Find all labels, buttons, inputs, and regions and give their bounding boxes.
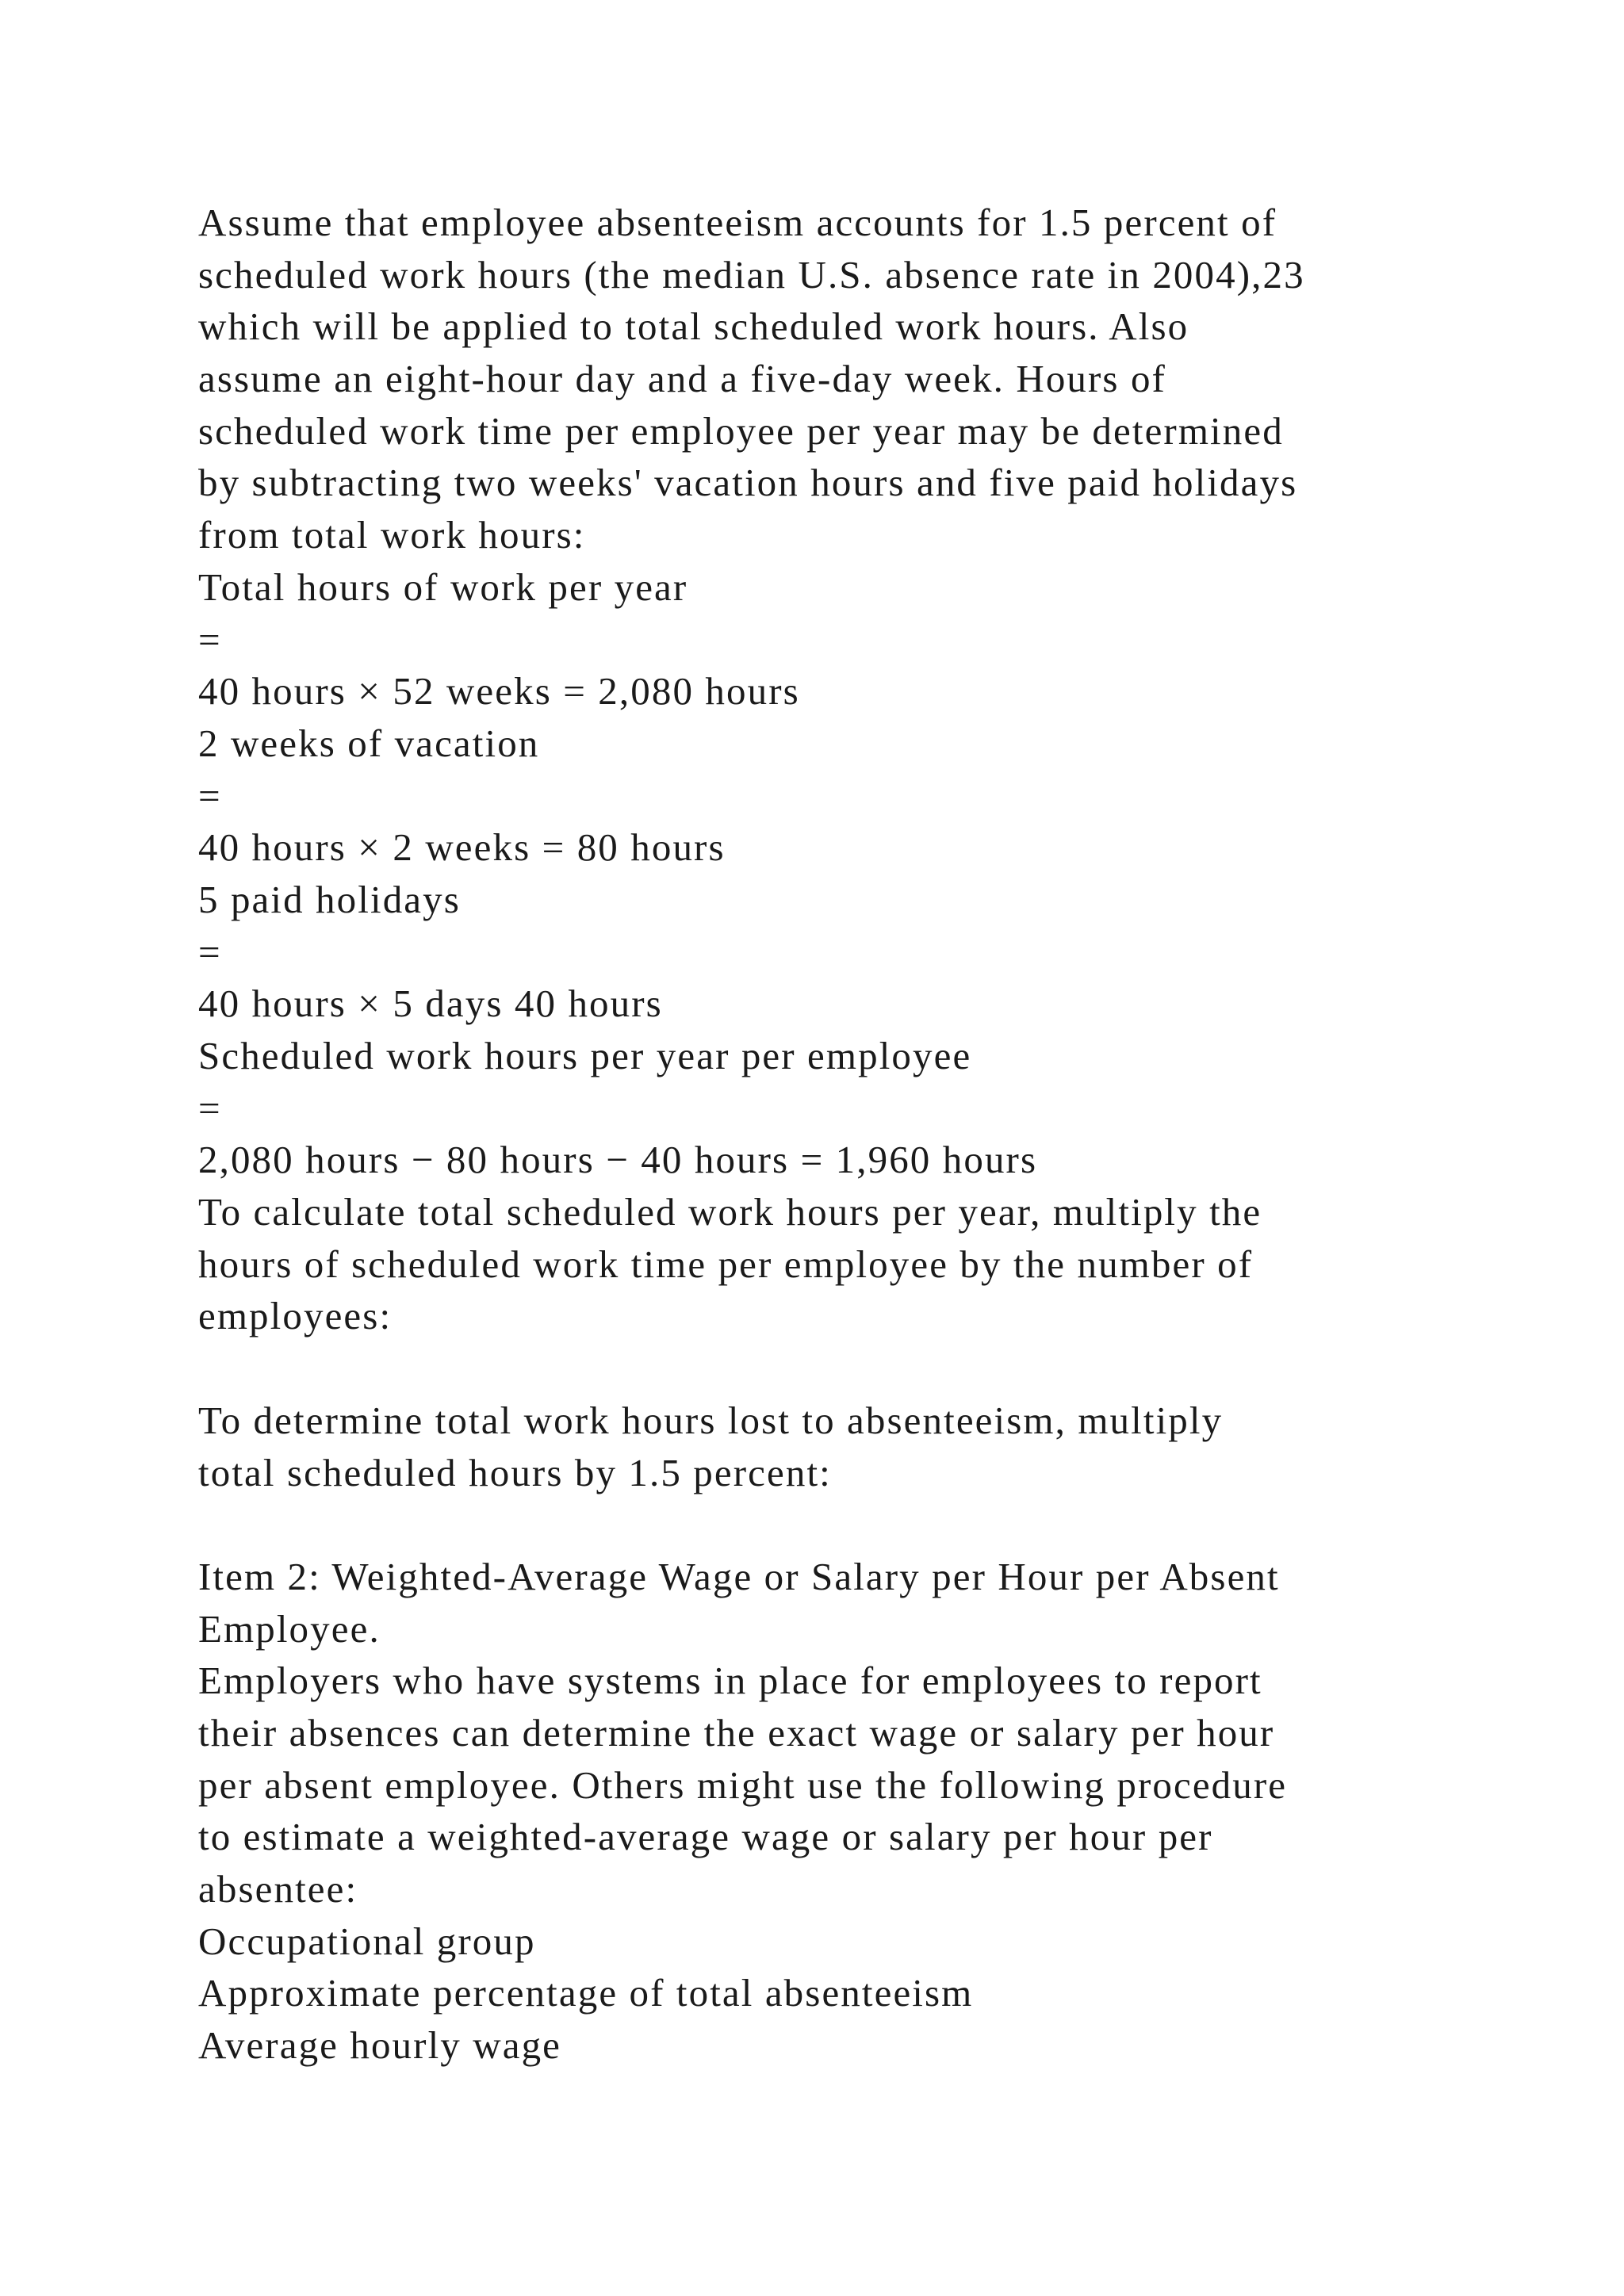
text-line: scheduled work time per employee per year may be determined bbox=[198, 408, 1284, 453]
equals-line: = bbox=[198, 617, 222, 661]
equals-line: = bbox=[198, 929, 222, 974]
section-heading: Item 2: Weighted-Average Wage or Salary per Hour per Absent bbox=[198, 1554, 1280, 1598]
text-line: 2 weeks of vacation bbox=[198, 721, 540, 765]
text-line: scheduled work hours (the median U.S. absence rate in 2004),23 bbox=[198, 252, 1305, 297]
blank-line bbox=[198, 1498, 1499, 1551]
text-line: employees: bbox=[198, 1294, 393, 1338]
text-line: absentee: bbox=[198, 1867, 358, 1911]
text-line: Assume that employee absenteeism accounts for 1.5 percent of bbox=[198, 201, 1277, 244]
equals-line: = bbox=[198, 773, 222, 817]
text-line: To calculate total scheduled work hours per year, multiply the bbox=[198, 1190, 1262, 1234]
formula-line: 40 hours × 2 weeks = 80 hours bbox=[198, 825, 726, 870]
text-line: Scheduled work hours per year per employee bbox=[198, 1034, 972, 1077]
formula-line: 40 hours × 52 weeks = 2,080 hours bbox=[198, 669, 800, 714]
text-line: To determine total work hours lost to absenteeism, multiply bbox=[198, 1398, 1224, 1442]
text-line: which will be applied to total scheduled work hours. Also bbox=[198, 304, 1189, 349]
formula-line: 40 hours × 5 days 40 hours bbox=[198, 982, 663, 1026]
formula-line: 2,080 hours − 80 hours − 40 hours = 1,960 hours bbox=[198, 1138, 1038, 1182]
text-line: their absences can determine the exact wage or salary per hour bbox=[198, 1710, 1275, 1755]
table-header-cell: Average hourly wage bbox=[198, 2023, 562, 2068]
text-line: total scheduled hours by 1.5 percent: bbox=[198, 1450, 832, 1494]
blank-line bbox=[198, 1342, 1499, 1395]
text-line: hours of scheduled work time per employee by the number of bbox=[198, 1242, 1254, 1286]
text-line: by subtracting two weeks' vacation hours and five paid holidays bbox=[198, 461, 1298, 505]
text-line: Employers who have systems in place for employees to report bbox=[198, 1659, 1262, 1703]
equals-line: = bbox=[198, 1085, 222, 1130]
document-body bbox=[198, 197, 1499, 2072]
section-heading: Employee. bbox=[198, 1606, 381, 1651]
text-line: 5 paid holidays bbox=[198, 877, 461, 921]
text-line: Total hours of work per year bbox=[198, 564, 688, 609]
table-header-cell: Occupational group bbox=[198, 1919, 536, 1963]
text-line: to estimate a weighted-average wage or salary per hour per bbox=[198, 1815, 1213, 1859]
text-line: from total work hours: bbox=[198, 513, 586, 557]
text-line: assume an eight-hour day and a five-day week. Hours of bbox=[198, 357, 1166, 401]
table-header-cell: Approximate percentage of total absenteeism bbox=[198, 1971, 974, 2015]
text-line: per absent employee. Others might use the following procedure bbox=[198, 1762, 1288, 1807]
